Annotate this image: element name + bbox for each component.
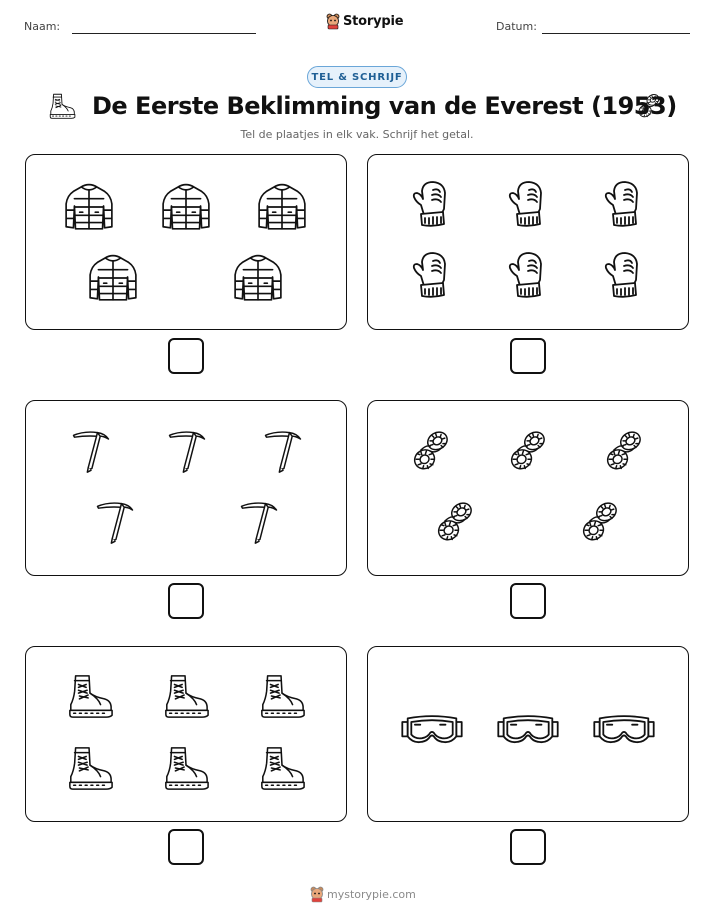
date-label: Datum:	[496, 20, 537, 33]
jacket-icon	[256, 181, 308, 233]
date-line[interactable]	[542, 33, 690, 34]
count-panel-ropes	[367, 400, 689, 576]
mitten-icon	[407, 250, 457, 300]
storypie-logo-icon	[310, 886, 324, 902]
mitten-icon	[407, 179, 457, 229]
rope-icon	[601, 426, 647, 476]
answer-box[interactable]	[168, 338, 204, 374]
jacket-icon	[63, 181, 115, 233]
brand-name: Storypie	[343, 13, 404, 29]
mitten-icon	[503, 179, 553, 229]
storypie-logo-icon	[326, 13, 340, 29]
boot-icon	[65, 672, 115, 720]
mitten-icon	[599, 250, 649, 300]
answer-box[interactable]	[510, 338, 546, 374]
ice-axe-icon	[236, 497, 282, 547]
count-panel-boots	[25, 646, 347, 822]
footer-url[interactable]: mystorypie.com	[327, 887, 416, 901]
rope-icon	[505, 426, 551, 476]
ice-axe-icon	[68, 426, 114, 476]
footer	[310, 886, 416, 902]
goggles-icon	[496, 713, 560, 749]
boot-icon	[257, 672, 307, 720]
ice-axe-icon	[164, 426, 210, 476]
goggles-icon	[400, 713, 464, 749]
jacket-icon	[87, 252, 139, 304]
activity-badge: TEL & SCHRIJF	[307, 66, 407, 88]
answer-box[interactable]	[168, 829, 204, 865]
ice-axe-icon	[260, 426, 306, 476]
jacket-icon	[232, 252, 284, 304]
boot-icon	[161, 744, 211, 792]
jacket-icon	[160, 181, 212, 233]
boot-icon	[65, 744, 115, 792]
brand	[326, 13, 403, 29]
answer-box[interactable]	[168, 583, 204, 619]
rope-icon	[577, 497, 623, 547]
boot-icon	[161, 672, 211, 720]
count-panel-goggles	[367, 646, 689, 822]
ice-axe-icon	[92, 497, 138, 547]
rope-icon	[635, 91, 663, 121]
name-label: Naam:	[24, 20, 61, 33]
answer-box[interactable]	[510, 583, 546, 619]
rope-icon	[408, 426, 454, 476]
page-title: De Eerste Beklimming van de Everest (1953)	[92, 92, 677, 120]
rope-icon	[432, 497, 478, 547]
count-panel-mittens	[367, 154, 689, 330]
boot-icon	[257, 744, 307, 792]
goggles-icon	[592, 713, 656, 749]
boot-icon	[47, 92, 77, 120]
count-panel-ice-axes	[25, 400, 347, 576]
mitten-icon	[599, 179, 649, 229]
name-line[interactable]	[72, 33, 256, 34]
answer-box[interactable]	[510, 829, 546, 865]
instructions: Tel de plaatjes in elk vak. Schrijf het getal.	[240, 128, 474, 141]
count-panel-jackets	[25, 154, 347, 330]
mitten-icon	[503, 250, 553, 300]
